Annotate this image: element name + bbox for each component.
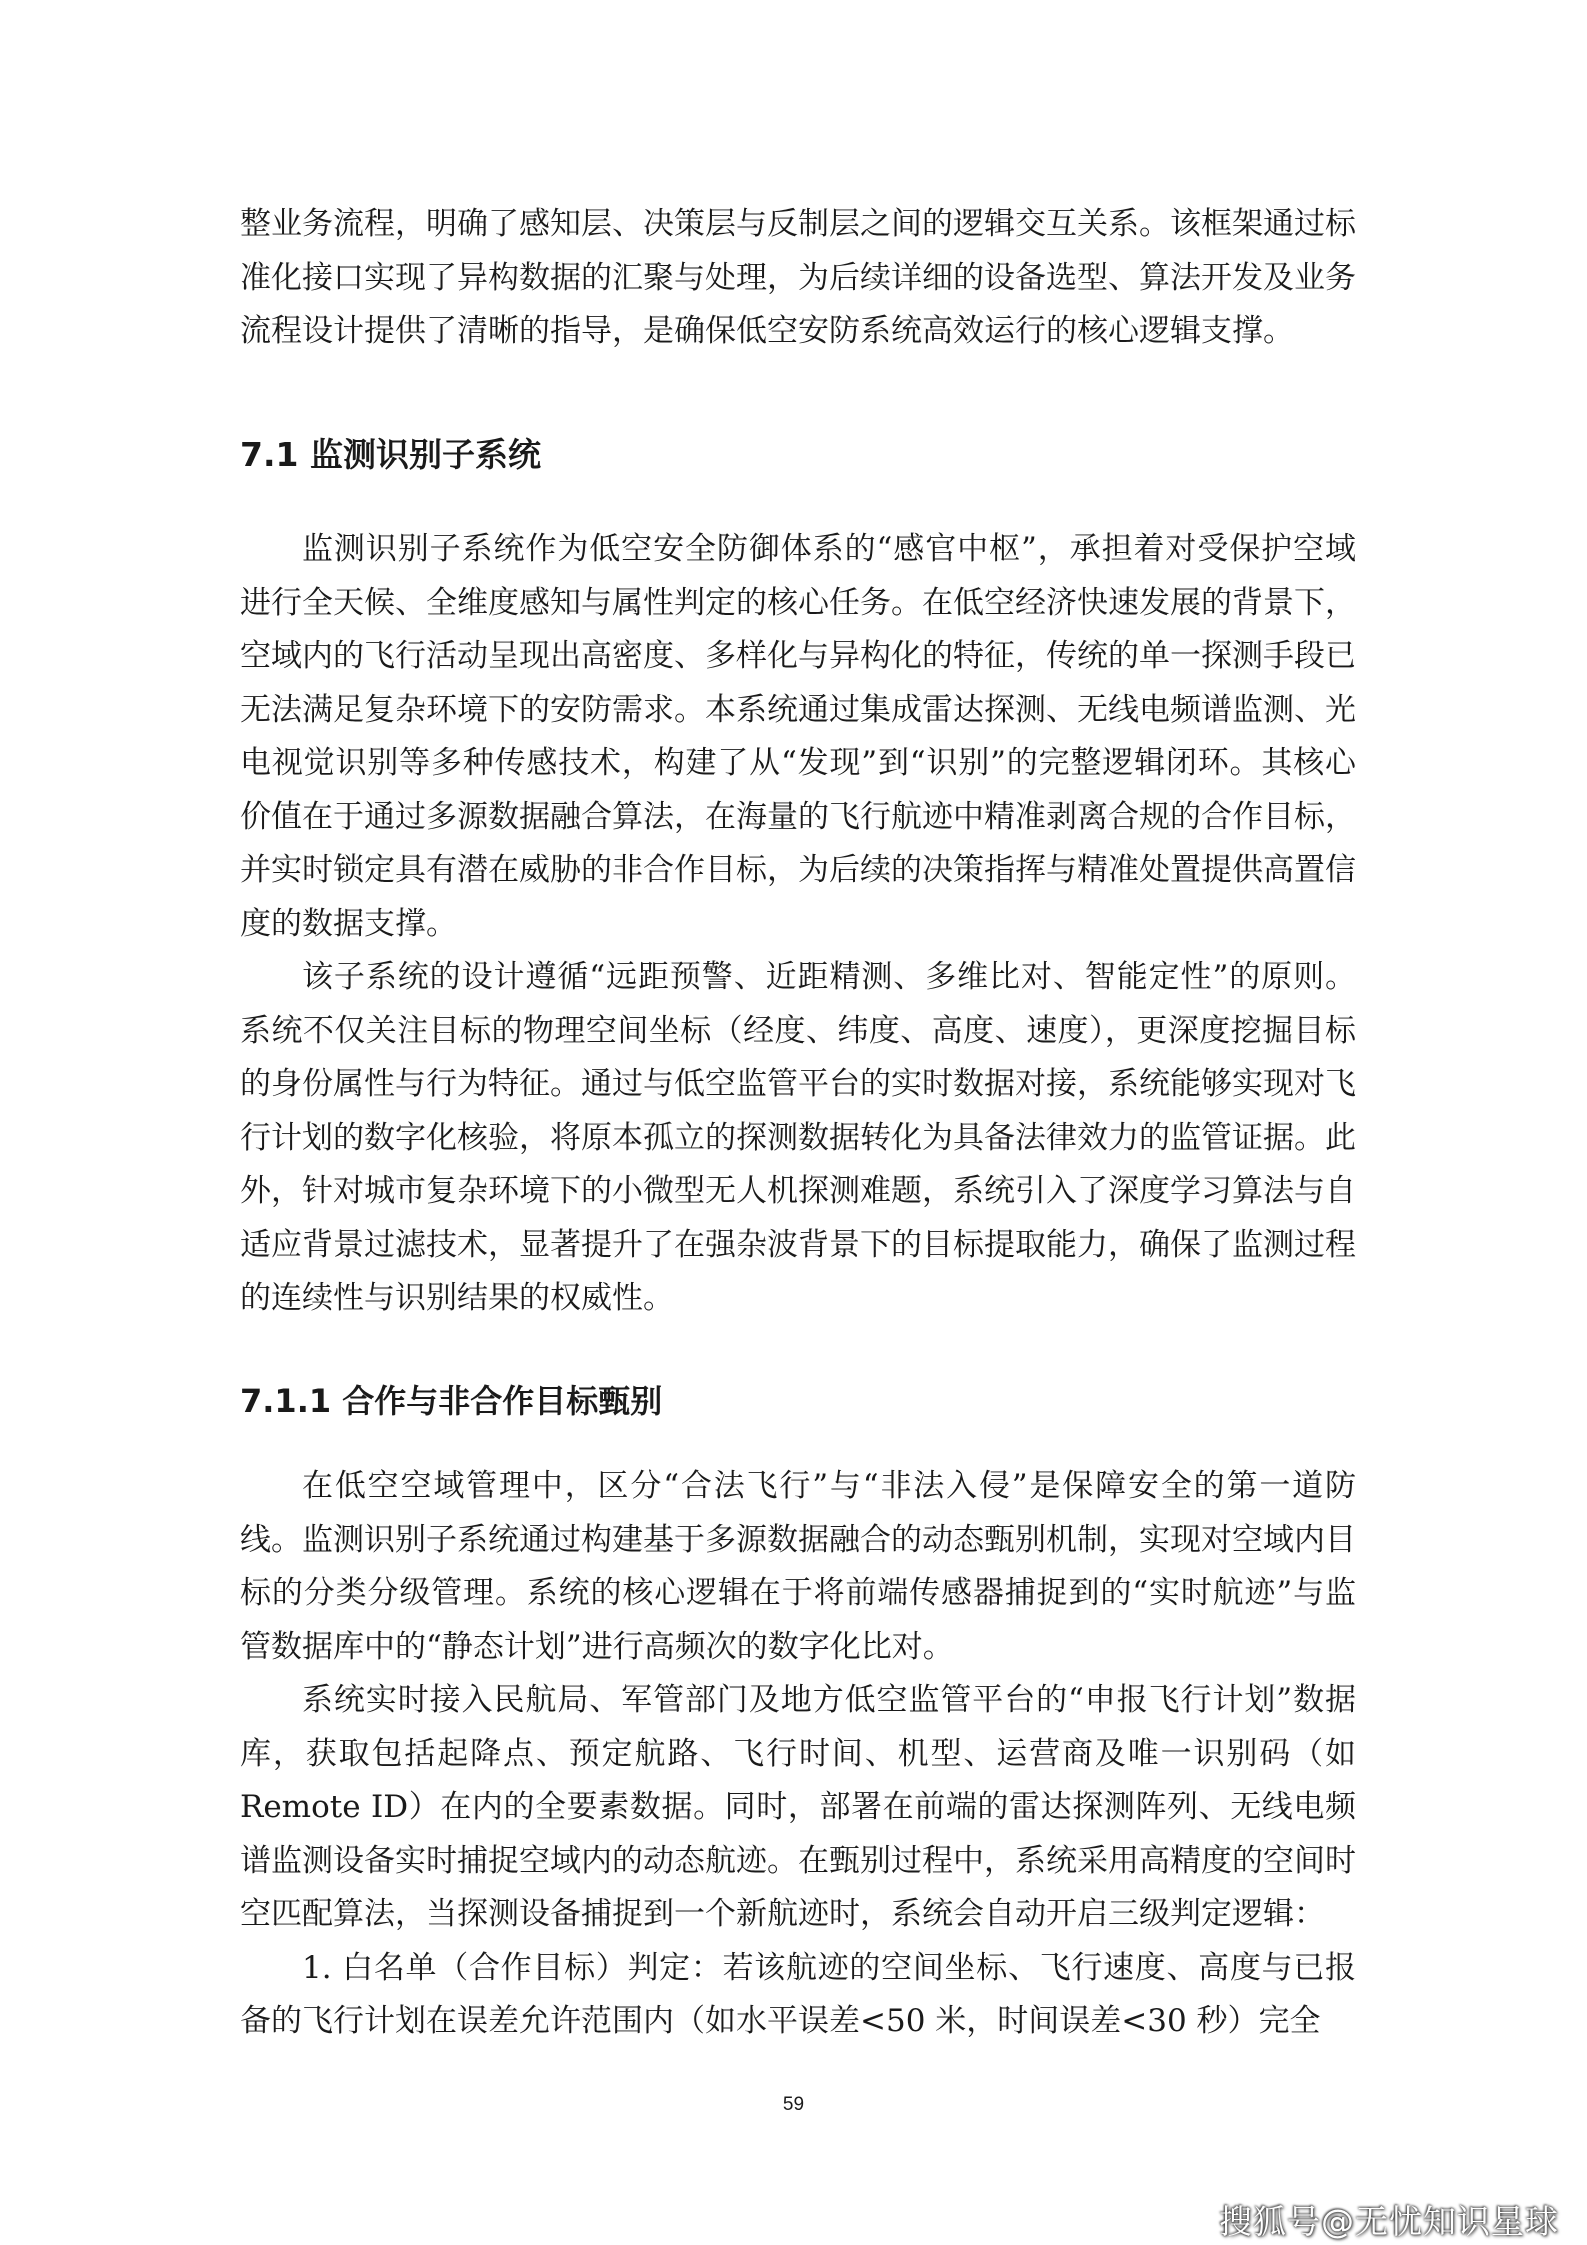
section-7-1-body xyxy=(240,523,1356,1326)
list-item-paragraph: 1. 白名单（合作目标）判定：若该航迹的空间坐标、飞行速度、高度与已报备的飞行计划在误差允许范围内（如水平误差<50 米，时间误差<30 秒）完全 xyxy=(240,1949,1356,2039)
body-paragraph: 监测识别子系统作为低空安全防御体系的“感官中枢”，承担着对受保护空域进行全天候、全维度感知与属性判定的核心任务。在低空经济快速发展的背景下，空域内的飞行活动呈现出高密度、多样化与异构化的特征，传统的单一探测手段已无法满足复杂环境下的安防需求。本系统通过集成雷达探测、无线电频谱监测、光电视觉识别等多种传感技术，构建了从“发现”到“识别”的完整逻辑闭环。其核心价值在于通过多源数据融合算法，在海量的飞行航迹中精准剥离合规的合作目标，并实时锁定具有潜在威胁的非合作目标，为后续的决策指挥与精准处置提供高置信度的数据支撑。 xyxy=(240,531,1356,942)
section-7-1-1-body xyxy=(240,1460,1356,2049)
body-paragraph: 在低空空域管理中，区分“合法飞行”与“非法入侵”是保障安全的第一道防线。监测识别子系统通过构建基于多源数据融合的动态甄别机制，实现对空域内目标的分类分级管理。系统的核心逻辑在于将前端传感器捕捉到的“实时航迹”与监管数据库中的“静态计划”进行高频次的数字化比对。 xyxy=(240,1468,1356,1665)
body-paragraph: 该子系统的设计遵循“远距预警、近距精测、多维比对、智能定性”的原则。系统不仅关注目标的物理空间坐标（经度、纬度、高度、速度），更深度挖掘目标的身份属性与行为特征。通过与低空监管平台的实时数据对接，系统能够实现对飞行计划的数字化核验，将原本孤立的探测数据转化为具备法律效力的监管证据。此外，针对城市复杂环境下的小微型无人机探测难题，系统引入了深度学习算法与自适应背景过滤技术，显著提升了在强杂波背景下的目标提取能力，确保了监测过程的连续性与识别结果的权威性。 xyxy=(240,959,1356,1316)
intro-block xyxy=(240,198,1356,359)
page-number: 59 xyxy=(782,2094,805,2115)
section-heading-7-1-1: 7.1.1 合作与非合作目标甄别 xyxy=(240,1382,663,1420)
body-paragraph: 系统实时接入民航局、军管部门及地方低空监管平台的“申报飞行计划”数据库，获取包括起降点、预定航路、飞行时间、机型、运营商及唯一识别码（如 Remote ID）在内的全要素数据。同时，部署在前端的雷达探测阵列、无线电频谱监测设备实时捕捉空域内的动态航迹。在甄别过程中，系统采用高精度的空间时空匹配算法，当探测设备捕捉到一个新航迹时，系统会自动开启三级判定逻辑： xyxy=(240,1682,1356,1932)
watermark: 搜狐号@无忧知识星球 xyxy=(1219,2202,1559,2241)
intro-paragraph: 整业务流程，明确了感知层、决策层与反制层之间的逻辑交互关系。该框架通过标准化接口实现了异构数据的汇聚与处理，为后续详细的设备选型、算法开发及业务流程设计提供了清晰的指导，是确保低空安防系统高效运行的核心逻辑支撑。 xyxy=(240,206,1356,349)
section-heading-7-1: 7.1 监测识别子系统 xyxy=(240,435,541,474)
